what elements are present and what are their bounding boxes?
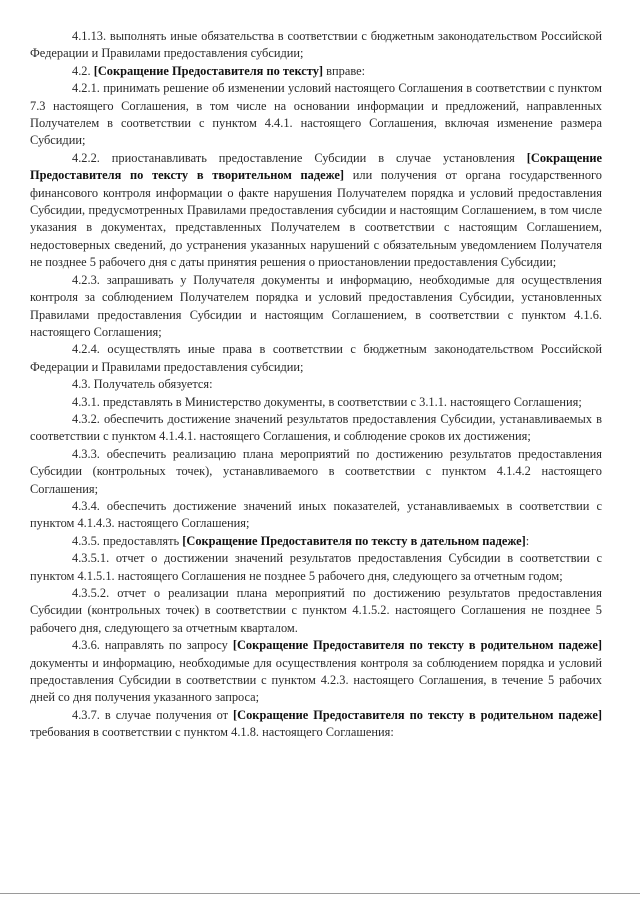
paragraph	[30, 533, 602, 550]
placeholder-bold-text: [Сокращение Предоставителя по тексту в родительном падеже]	[232, 638, 602, 653]
paragraph	[30, 637, 602, 707]
placeholder-bold-text: [Сокращение Предоставителя по тексту]	[93, 63, 324, 78]
paragraph-text: документы и информацию, необходимые для осуществления контроля за соблюдением порядка и условий предоставления Субсидии в соответствии с пунктом 4.2.3. настоящего Соглашения, в течение 5 рабочих дней со дня получения указанного запроса;	[30, 655, 602, 705]
placeholder-bold-text: [Сокращение Предоставителя по тексту в дательном падеже]	[182, 533, 526, 548]
paragraph-text: 4.2.3. запрашивать у Получателя документы и информацию, необходимые для осуществления контроля за соблюдением Получателем порядка и условий предоставления Субсидии, установленных Правилами предоставления Субсидии и настоящим Соглашением, в соответствии с пунктом 4.1.6. настоящего Соглашения;	[30, 272, 602, 339]
paragraph-text: 4.3.5.1. отчет о достижении значений результатов предоставления Субсидии в соответствии с пунктом 4.1.5.1. настоящего Соглашения не позднее 5 рабочего дня, следующего за отчетным годом;	[30, 551, 602, 583]
paragraph-text: или получения от органа государственного финансового контроля информации о факте нарушения Получателем порядка и условий предоставления Субсидии, предусмотренных Правилами предоставления субсидии и настоящим Соглашением, в том числе указания в документах, представленных Получателем в соответствии с настоящим Соглашением, недостоверных сведений, до устранения указанных нарушений с обязательным уведомлением Получателя не позднее 5 рабочего дня с даты принятия решения о приостановлении предоставления Субсидии;	[30, 168, 602, 270]
page-bottom-rule	[0, 893, 640, 894]
paragraph-text: 4.2.1. принимать решение об изменении условий настоящего Соглашения в соответствии с пунктом 7.3 настоящего Соглашения, в том числе на основании информации и предложений, направленных Получателем в соответствии с пунктом 4.4.1. настоящего Соглашения, включая изменение размера Субсидии;	[30, 81, 602, 148]
paragraph-text: 4.3.5. предоставлять	[72, 533, 183, 548]
document-page	[30, 28, 602, 742]
paragraph	[30, 707, 602, 742]
paragraph	[30, 550, 602, 585]
paragraph	[30, 585, 602, 637]
paragraph	[30, 63, 602, 80]
paragraph	[30, 341, 602, 376]
paragraph	[30, 498, 602, 533]
paragraph-text: 4.3.3. обеспечить реализацию плана мероприятий по достижению результатов предоставления Субсидии (контрольных точек), устанавливаемого в соответствии с пунктом 4.1.4.2 настоящего Соглашения;	[30, 446, 602, 496]
paragraph	[30, 80, 602, 150]
paragraph-text: 4.3.4. обеспечить достижение значений иных показателей, устанавливаемых в соответствии с пунктом 4.1.4.3. настоящего Соглашения;	[30, 498, 602, 531]
paragraph-text: 4.3. Получатель обязуется:	[72, 377, 213, 392]
paragraph-text: 4.2.4. осуществлять иные права в соответствии с бюджетным законодательством Российской Федерации и Правилами предоставления субсидии;	[30, 342, 602, 374]
paragraph-text: 4.3.1. представлять в Министерство документы, в соответствии с 3.1.1. настоящего Соглашения;	[72, 394, 582, 409]
paragraph-text: 4.3.7. в случае получения от	[72, 707, 234, 722]
paragraph-text: 4.3.2. обеспечить достижение значений результатов предоставления Субсидии, устанавливаемых в соответствии с пунктом 4.1.4.1. настоящего Соглашения, и соблюдение сроков их достижения;	[30, 411, 602, 444]
paragraph	[30, 28, 602, 63]
paragraph-text: требования в соответствии с пунктом 4.1.8. настоящего Соглашения:	[30, 725, 394, 740]
paragraph	[30, 446, 602, 498]
placeholder-bold-text: [Сокращение Предоставителя по тексту в творительном падеже]	[30, 150, 602, 183]
paragraph-text: 4.3.6. направлять по запросу	[72, 638, 233, 653]
paragraph	[30, 376, 602, 393]
paragraph-text: 4.2.2. приостанавливать предоставление Субсидии в случае установления	[72, 150, 527, 165]
paragraph-text: 4.3.5.2. отчет о реализации плана мероприятий по достижению результатов предоставления Субсидии (контрольных точек) в соответствии с пунктом 4.1.5.2. настоящего Соглашения не позднее 5 рабочего дня, следующего за отчетным кварталом.	[30, 586, 602, 635]
paragraph	[30, 272, 602, 342]
paragraph-text: 4.2.	[72, 63, 94, 78]
paragraph-text: :	[525, 533, 530, 548]
placeholder-bold-text: [Сокращение Предоставителя по тексту в родительном падеже]	[233, 707, 602, 722]
paragraph	[30, 394, 602, 411]
paragraph	[30, 411, 602, 446]
paragraph-text: вправе:	[323, 63, 366, 78]
paragraph	[30, 150, 602, 272]
paragraph-text: 4.1.13. выполнять иные обязательства в соответствии с бюджетным законодательством Российской Федерации и Правилами предоставления субсидии;	[30, 29, 602, 61]
